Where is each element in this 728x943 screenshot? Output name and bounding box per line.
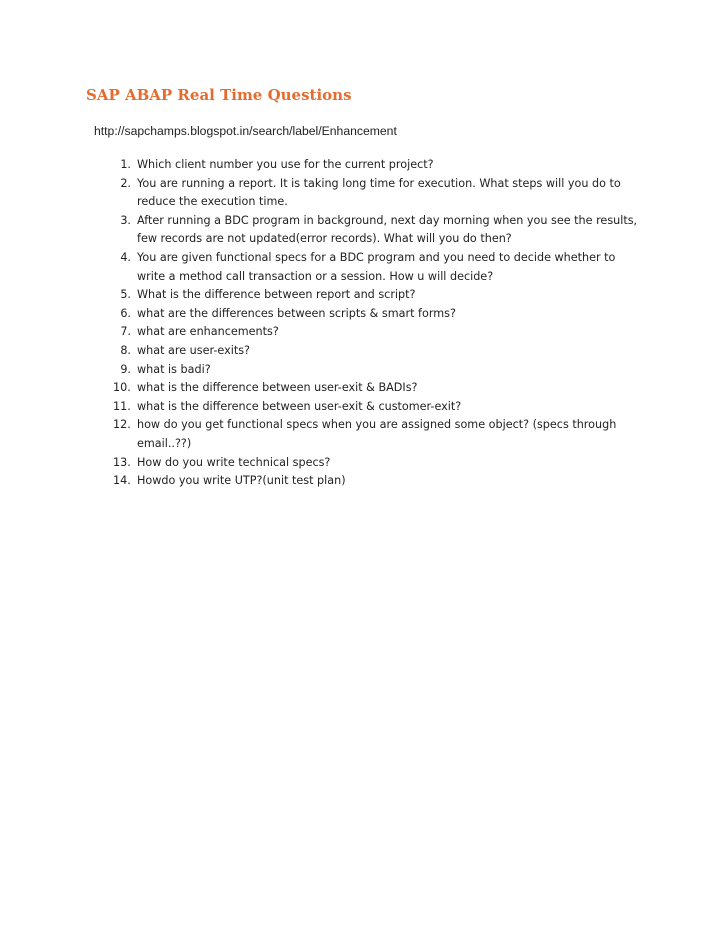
question-item-2 bbox=[100, 175, 640, 212]
question-item-4 bbox=[100, 249, 640, 286]
question-number: 1. bbox=[120, 158, 131, 171]
question-item-13 bbox=[100, 454, 640, 473]
question-number: 5. bbox=[120, 288, 131, 302]
question-number: 12. bbox=[113, 418, 131, 432]
question-text: what is the difference between user-exit & customer-exit? bbox=[137, 399, 462, 413]
question-item-1 bbox=[100, 156, 640, 175]
source-url-link[interactable]: http://sapchamps.blogspot.in/search/label/Enhancement bbox=[94, 124, 397, 138]
question-text: You are running a report. It is taking long time for execution. What steps will you do to reduce the execution time. bbox=[137, 176, 621, 209]
question-text: what are user-exits? bbox=[137, 343, 250, 357]
document-title: SAP ABAP Real Time Questions bbox=[86, 86, 352, 104]
question-item-7 bbox=[100, 323, 640, 342]
question-text: Howdo you write UTP?(unit test plan) bbox=[137, 474, 346, 488]
question-text: what is the difference between user-exit & BADIs? bbox=[137, 381, 418, 395]
question-number: 4. bbox=[120, 250, 131, 264]
question-number: 11. bbox=[113, 399, 131, 413]
question-text: You are given functional specs for a BDC program and you need to decide whether to write a method call transaction or a session. How u will decide? bbox=[137, 250, 616, 283]
question-text: After running a BDC program in background, next day morning when you see the results, few records are not updated(error records). What will you do then? bbox=[137, 213, 638, 246]
question-number: 2. bbox=[120, 176, 131, 190]
question-item-11 bbox=[100, 398, 640, 417]
question-number: 9. bbox=[120, 362, 131, 376]
question-item-3 bbox=[100, 212, 640, 249]
question-number: 7. bbox=[120, 325, 131, 339]
question-number: 14. bbox=[113, 474, 131, 488]
question-item-5 bbox=[100, 286, 640, 305]
question-item-10 bbox=[100, 379, 640, 398]
question-text: What is the difference between report and script? bbox=[137, 288, 416, 302]
question-item-6 bbox=[100, 305, 640, 324]
question-number: 3. bbox=[120, 213, 131, 227]
question-item-8 bbox=[100, 342, 640, 361]
question-text: what are the differences between scripts & smart forms? bbox=[137, 306, 456, 320]
question-number: 10. bbox=[113, 381, 131, 395]
question-number: 6. bbox=[120, 306, 131, 320]
question-list bbox=[100, 156, 640, 491]
question-text: how do you get functional specs when you are assigned some object? (specs through email..??) bbox=[137, 418, 617, 450]
question-item-9 bbox=[100, 361, 640, 380]
question-text: Which client number you use for the current project? bbox=[137, 158, 434, 171]
question-number: 8. bbox=[120, 343, 131, 357]
question-number: 13. bbox=[113, 455, 131, 469]
question-item-14 bbox=[100, 472, 640, 491]
question-text: How do you write technical specs? bbox=[137, 455, 331, 469]
question-text: what is badi? bbox=[137, 362, 211, 376]
question-item-12 bbox=[100, 416, 640, 453]
question-text: what are enhancements? bbox=[137, 325, 279, 339]
